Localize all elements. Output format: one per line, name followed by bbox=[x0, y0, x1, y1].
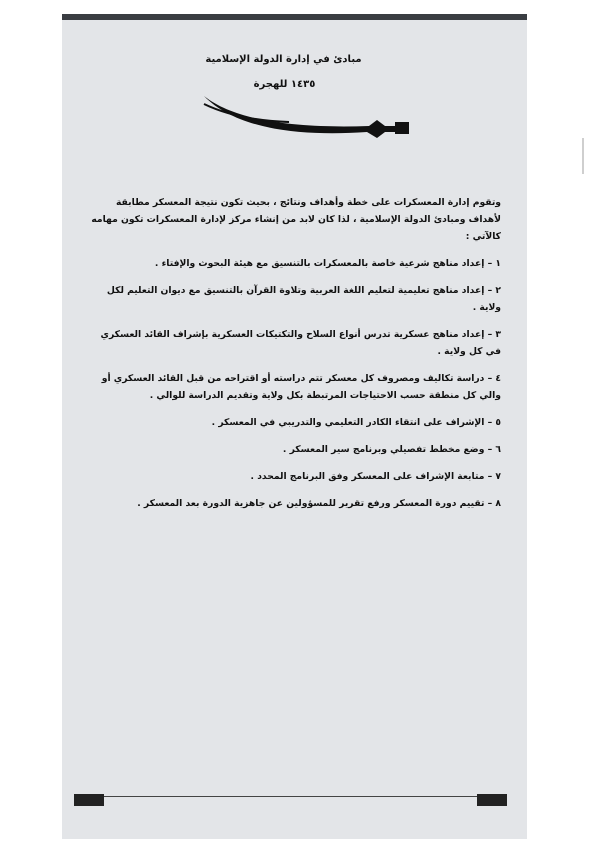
list-item: ٥ – الإشراف على انتقاء الكادر التعليمي والتدريبي في المعسكر . bbox=[211, 417, 501, 428]
list-item: ٣ – إعداد مناهج عسكرية تدرس أنواع السلاح والتكتيكات العسكرية بإشراف القائد العسكري في كل ولاية . bbox=[100, 329, 501, 357]
list-item: ٨ – تقييم دورة المعسكر ورفع تقرير للمسؤولين عن جاهزية الدورة بعد المعسكر . bbox=[137, 498, 501, 509]
header-title: مبادئ في إدارة الدولة الإسلامية bbox=[205, 54, 362, 65]
list-item: ٢ – إعداد مناهج تعليمية لتعليم اللغة العربية وتلاوة القرآن بالتنسيق مع ديوان التعليم لكل ولاية . bbox=[106, 285, 501, 313]
footer-tab-right bbox=[477, 794, 507, 806]
scanned-page bbox=[62, 14, 527, 839]
header-year: ١٤٣٥ للهجرة bbox=[253, 79, 316, 90]
intro-paragraph: وتقوم إدارة المعسكرات على خطة وأهداف ونتائج ، بحيث تكون نتيجة المعسكر مطابقة لأهداف ومبادئ الدولة الإسلامية ، لذا كان لابد من إنشاء مركز لإدارة المعسكرات تكون مهامه كالآتي : bbox=[91, 197, 501, 242]
sword-icon bbox=[199, 76, 419, 146]
list-item: ٦ – وضع مخطط تفصيلي وبرنامج سير المعسكر . bbox=[282, 444, 501, 455]
document-body bbox=[88, 194, 501, 522]
footer-divider bbox=[74, 796, 507, 797]
scan-margin-mark bbox=[582, 138, 584, 174]
list-item: ٤ – دراسة تكاليف ومصروف كل معسكر تتم دراسته أو اقتراحه من قبل القائد العسكري أو والي كل منطقة حسب الاحتياجات المرتبطة بكل ولاية وتقديم الدراسة للوالي . bbox=[101, 373, 501, 401]
footer-tab-left bbox=[74, 794, 104, 806]
list-item: ٧ – متابعة الإشراف على المعسكر وفق البرنامج المحدد . bbox=[250, 471, 501, 482]
list-item: ١ – إعداد مناهج شرعية خاصة بالمعسكرات بالتنسيق مع هيئة البحوث والإفتاء . bbox=[154, 258, 501, 269]
